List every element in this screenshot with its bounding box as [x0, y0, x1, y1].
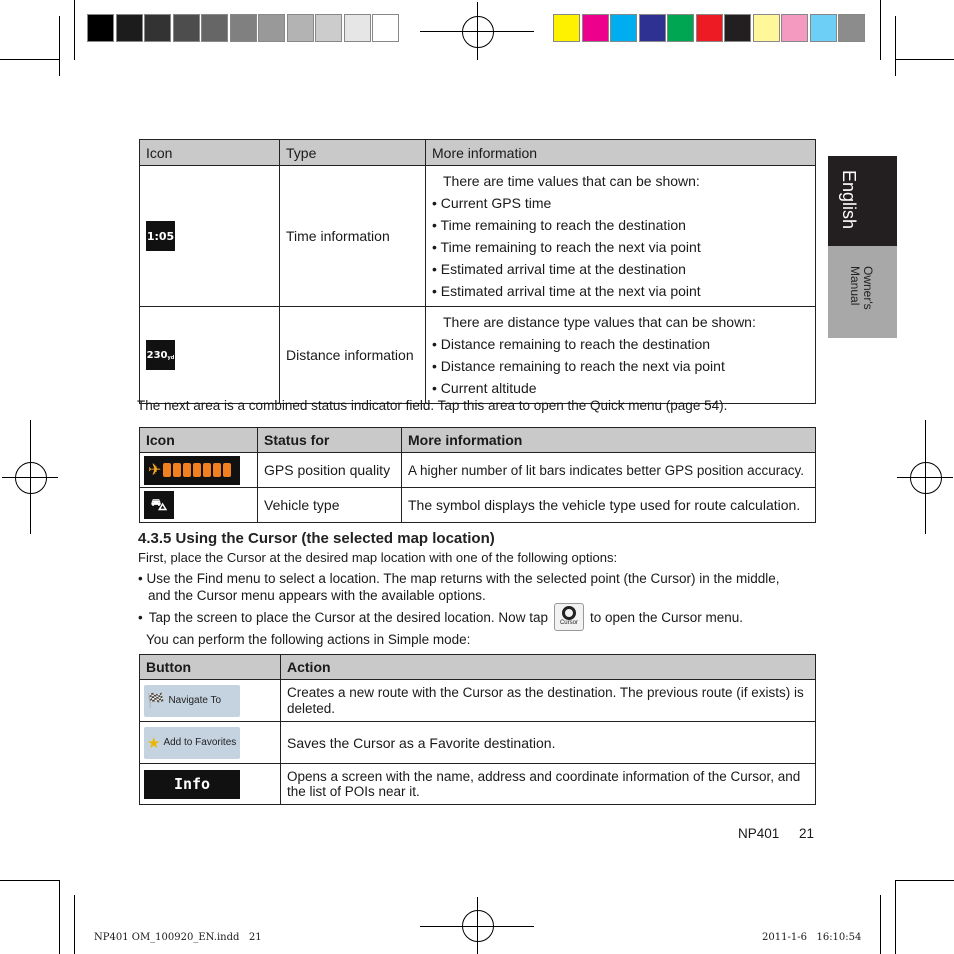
color-swatch	[173, 14, 200, 42]
color-swatch	[258, 14, 285, 42]
info-cell: There are distance type values that can be shown: • Distance remaining to reach the destination • Distance remaining to reach the next via point • Current altitude	[426, 307, 816, 404]
color-swatch	[781, 14, 808, 42]
table-row	[140, 488, 816, 523]
icon-cell	[140, 166, 280, 307]
color-swatch	[667, 14, 694, 42]
page-number: 21	[799, 826, 815, 841]
table-row	[140, 166, 816, 307]
color-swatch	[116, 14, 143, 42]
language-label: English	[839, 170, 859, 230]
list-item: • Time remaining to reach the destination	[432, 214, 809, 236]
type-cell: Distance information	[280, 307, 426, 404]
info-cell: A higher number of lit bars indicates better GPS position accuracy.	[402, 453, 816, 488]
add-to-favorites-button[interactable]: ★ Add to Favorites	[144, 727, 240, 759]
col-action: Action	[281, 655, 816, 680]
list-item: • Time remaining to reach the next via point	[432, 236, 809, 258]
icon-cell	[140, 488, 258, 523]
action-cell: Saves the Cursor as a Favorite destination.	[281, 722, 816, 764]
action-cell: Opens a screen with the name, address and coordinate information of the Cursor, and the list of POIs near it.	[281, 764, 816, 805]
registration-mark-right	[897, 420, 953, 534]
action-cell: Creates a new route with the Cursor as the destination. The previous route (if exists) is deleted.	[281, 680, 816, 722]
table-row	[140, 307, 816, 404]
status-cell: GPS position quality	[258, 453, 402, 488]
list-item: • Current GPS time	[432, 192, 809, 214]
info-cell: There are time values that can be shown: • Current GPS time • Time remaining to reach the destination • Time remaining to reach the next via point • Estimated arrival time at the destination • Estimated arrival time at the next via point	[426, 166, 816, 307]
list-item: • Estimated arrival time at the next via point	[432, 280, 809, 302]
time-icon: 1:05	[146, 221, 175, 251]
model-name: NP401	[738, 826, 780, 841]
bullet-2: • Tap the screen to place the Cursor at the desired location. Now tap Cursor to open the Cursor menu.	[138, 603, 743, 631]
table-row	[140, 453, 816, 488]
distance-icon: 230 yd	[146, 340, 175, 370]
status-cell: Vehicle type	[258, 488, 402, 523]
language-tab	[828, 156, 897, 246]
col-info: More information	[402, 428, 816, 453]
color-swatch	[344, 14, 371, 42]
section-title: 4.3.5 Using the Cursor (the selected map location)	[138, 530, 495, 547]
list-item: • Distance remaining to reach the next via point	[432, 355, 809, 377]
gps-quality-icon: ✈	[144, 456, 240, 485]
button-cell	[140, 722, 281, 764]
color-swatch	[810, 14, 837, 42]
navigate-to-button[interactable]: 🏁 Navigate To	[144, 685, 240, 717]
info-icons-table	[139, 139, 816, 404]
color-swatch	[315, 14, 342, 42]
list-item: • Estimated arrival time at the destination	[432, 258, 809, 280]
checkered-flag-icon: 🏁	[147, 692, 165, 708]
section-intro: First, place the Cursor at the desired map location with one of the following options:	[138, 550, 618, 565]
status-table	[139, 427, 816, 523]
color-swatch	[610, 14, 637, 42]
registration-mark-left	[2, 420, 58, 534]
color-swatch	[696, 14, 723, 42]
type-cell: Time information	[280, 166, 426, 307]
color-swatch	[582, 14, 609, 42]
info-button[interactable]: Info	[144, 770, 240, 799]
car-icon: ⛍	[144, 491, 174, 519]
bullet-1: • Use the Find menu to select a location. The map returns with the selected point (the Cursor) in the middle, and the Cursor menu appears with the available options.	[138, 571, 780, 603]
color-swatch	[201, 14, 228, 42]
simple-mode-note: You can perform the following actions in Simple mode:	[146, 632, 471, 647]
icon-cell	[140, 307, 280, 404]
manual-tab	[828, 246, 897, 338]
col-info: More information	[426, 140, 816, 166]
color-swatch	[639, 14, 666, 42]
color-swatch	[838, 14, 865, 42]
color-swatch	[553, 14, 580, 42]
color-swatch	[753, 14, 780, 42]
table-row	[140, 722, 816, 764]
page-footer	[738, 826, 814, 841]
table-row	[140, 680, 816, 722]
col-icon: Icon	[140, 428, 258, 453]
print-slug-file: NP401 OM_100920_EN.indd 21	[94, 932, 262, 943]
button-cell	[140, 764, 281, 805]
color-swatch	[87, 14, 114, 42]
cursor-button-icon: Cursor	[554, 603, 584, 631]
list-item: • Distance remaining to reach the destination	[432, 333, 809, 355]
col-icon: Icon	[140, 140, 280, 166]
col-button: Button	[140, 655, 281, 680]
color-swatch	[230, 14, 257, 42]
col-type: Type	[280, 140, 426, 166]
cursor-actions-table	[139, 654, 816, 805]
color-swatch	[724, 14, 751, 42]
status-paragraph: The next area is a combined status indicator field. Tap this area to open the Quick menu (page 54).	[137, 398, 728, 413]
col-status: Status for	[258, 428, 402, 453]
registration-mark-bottom	[420, 897, 534, 954]
table-row	[140, 764, 816, 805]
button-cell	[140, 680, 281, 722]
info-cell: The symbol displays the vehicle type used for route calculation.	[402, 488, 816, 523]
registration-mark-top	[420, 2, 534, 60]
list-item: • Current altitude	[432, 377, 809, 399]
color-swatch	[372, 14, 399, 42]
star-icon: ★	[147, 734, 161, 752]
print-slug-date: 2011-1-6 16:10:54	[762, 932, 862, 943]
manual-label: Owner's Manual	[848, 266, 875, 310]
icon-cell	[140, 453, 258, 488]
color-swatch	[144, 14, 171, 42]
color-swatch	[287, 14, 314, 42]
cursor-target-icon	[562, 606, 576, 620]
